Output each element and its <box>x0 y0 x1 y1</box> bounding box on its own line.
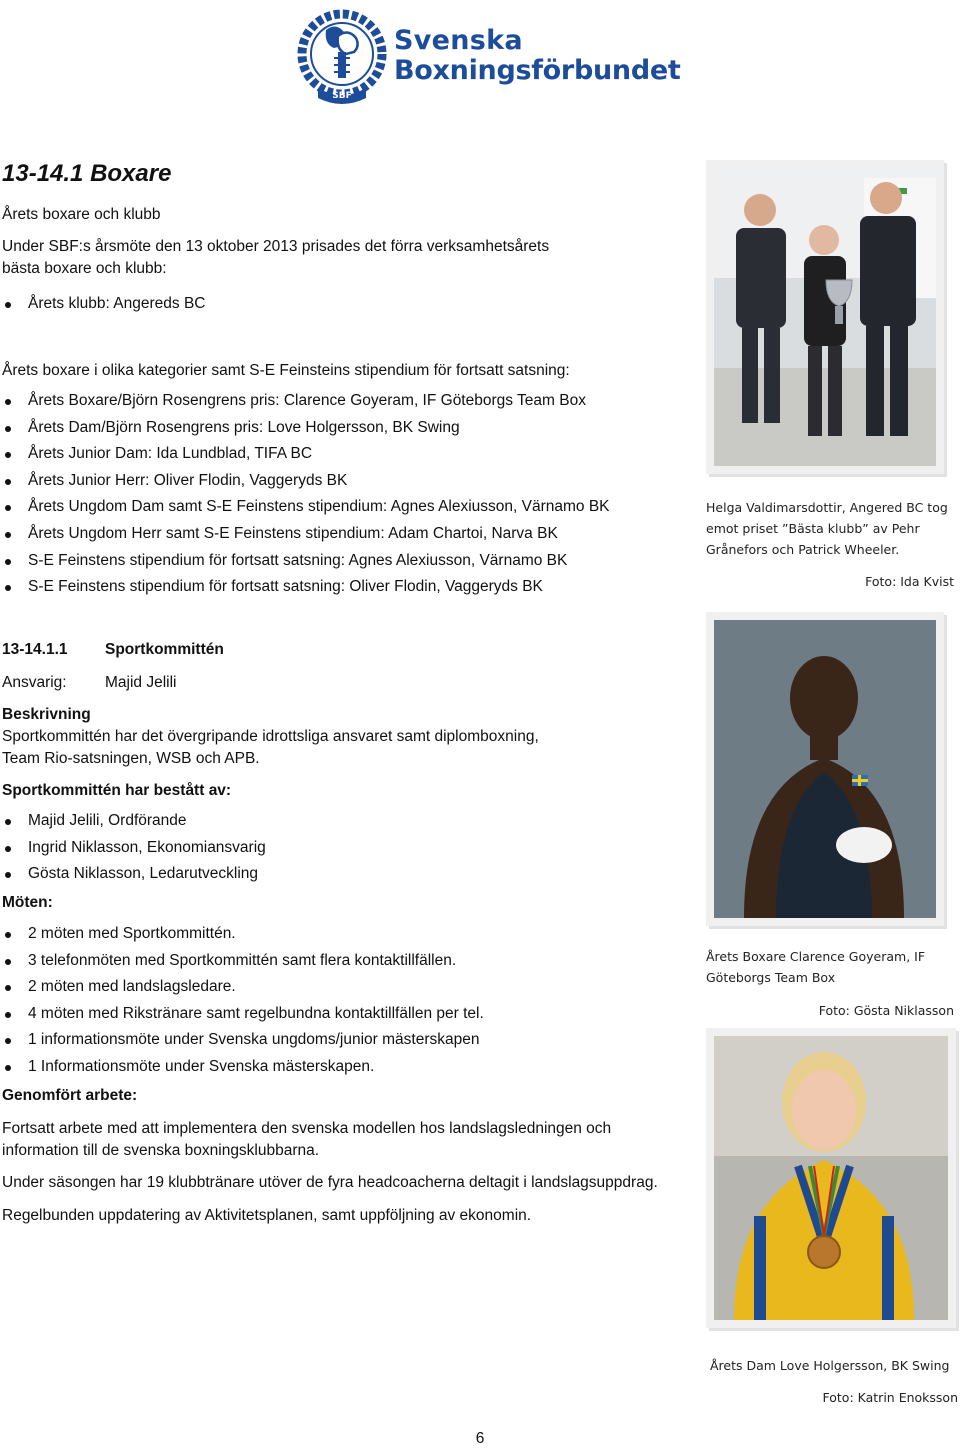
bullet-icon <box>5 585 11 591</box>
photo-credit-1: Foto: Ida Kvist <box>865 574 954 589</box>
list-item <box>2 415 682 442</box>
list-item-text: Årets Boxare/Björn Rosengrens pris: Clarence Goyeram, IF Göteborgs Team Box <box>28 392 586 409</box>
list-item <box>2 948 682 975</box>
federation-name-line1: Svenska <box>394 25 523 56</box>
boxer-portrait-photo <box>714 620 936 918</box>
responsible-label: Ansvarig: <box>2 674 67 691</box>
bullet-icon <box>5 532 11 538</box>
list-item-text: Årets klubb: Angereds BC <box>28 295 206 312</box>
list-item-text: 3 telefonmöten med Sportkommittén samt flera kontaktillfällen. <box>28 951 457 969</box>
bullet-icon <box>5 426 11 432</box>
list-item-text: Årets Dam/Björn Rosengrens pris: Love Holgersson, BK Swing <box>28 418 460 436</box>
description-line-2: Team Rio-satsningen, WSB och APB. <box>2 750 260 767</box>
categories-intro: Årets boxare i olika kategorier samt S-E Feinsteins stipendium för fortsatt satsning: <box>2 362 570 379</box>
list-item-text: Årets Junior Dam: Ida Lundblad, TIFA BC <box>28 445 313 463</box>
bullet-icon <box>5 559 11 565</box>
bullet-icon <box>5 985 11 991</box>
list-item <box>2 861 602 888</box>
bullet-icon <box>5 302 11 308</box>
club-list <box>2 291 642 318</box>
work-paragraph-1 <box>2 1118 611 1162</box>
work-paragraph-3: Regelbunden uppdatering av Aktivitetsplanen, samt uppföljning av ekonomin. <box>2 1207 532 1224</box>
caption-line: emot priset ”Bästa klubb” av Pehr <box>706 521 920 536</box>
list-item-text: 1 informationsmöte under Svenska ungdoms/junior mästerskapen <box>28 1031 480 1049</box>
meetings-list <box>2 921 682 1081</box>
list-item <box>2 494 682 521</box>
list-item <box>2 1027 682 1054</box>
page-number: 6 <box>475 1430 485 1447</box>
bullet-icon <box>5 1012 11 1018</box>
section-subtitle: Årets boxare och klubb <box>2 206 161 223</box>
list-item <box>2 808 602 835</box>
list-item <box>2 548 682 575</box>
work-paragraph-1-line-1: Fortsatt arbete med att implementera den svenska modellen hos landslagsledningen och <box>2 1120 612 1137</box>
boxing-emblem-icon <box>296 8 388 108</box>
list-item-text: S-E Feinstens stipendium för fortsatt satsning: Oliver Flodin, Vaggeryds BK <box>28 578 543 596</box>
caption-line: Årets Boxare Clarence Goyeram, IF <box>706 949 926 964</box>
bullet-icon <box>5 1065 11 1071</box>
female-boxer-portrait-photo <box>714 1036 948 1320</box>
bullet-icon <box>5 452 11 458</box>
meetings-heading: Möten: <box>2 894 53 911</box>
list-item <box>2 468 682 495</box>
photo-caption-1 <box>706 497 948 560</box>
caption-line: Göteborgs Team Box <box>706 970 836 985</box>
federation-name <box>394 26 680 86</box>
bullet-icon <box>5 819 11 825</box>
photo-credit-3: Foto: Katrin Enoksson <box>822 1390 958 1405</box>
bullet-icon <box>5 872 11 878</box>
federation-name-line2: Boxningsförbundet <box>394 55 681 86</box>
award-list <box>2 388 682 601</box>
list-item-text: S-E Feinstens stipendium för fortsatt satsning: Agnes Alexiusson, Värnamo BK <box>28 551 568 569</box>
list-item <box>2 574 682 601</box>
list-item-text: Gösta Niklasson, Ledarutveckling <box>28 865 259 883</box>
list-item <box>2 388 682 415</box>
intro-paragraph <box>2 236 549 280</box>
list-item <box>2 291 642 318</box>
intro-line-1: Under SBF:s årsmöte den 13 oktober 2013 prisades det förra verksamhetsårets <box>2 238 550 255</box>
photo-credit-2: Foto: Gösta Niklasson <box>818 1003 954 1018</box>
list-item <box>2 1054 682 1081</box>
list-item-text: Årets Ungdom Dam samt S-E Feinstens stipendium: Agnes Alexiusson, Värnamo BK <box>28 498 610 516</box>
section-title: 13-14.1 Boxare <box>2 160 172 187</box>
photo-caption-2 <box>706 946 925 988</box>
caption-line: Årets Dam Love Holgersson, BK Swing <box>710 1358 950 1373</box>
bullet-icon <box>5 479 11 485</box>
work-paragraph-1-line-2: information till de svenska boxningsklubbarna. <box>2 1142 320 1159</box>
subsection-title: Sportkommittén <box>105 641 224 658</box>
members-list <box>2 808 602 888</box>
list-item-text: Ingrid Niklasson, Ekonomiansvarig <box>28 838 266 856</box>
photo-boxer-of-year <box>706 612 944 926</box>
intro-line-2: bästa boxare och klubb: <box>2 260 167 277</box>
members-heading: Sportkommittén har bestått av: <box>2 782 232 799</box>
list-item-text: 4 möten med Rikstränare samt regelbundna kontaktillfällen per tel. <box>28 1004 484 1022</box>
photo-caption-3 <box>710 1355 949 1376</box>
description-paragraph <box>2 726 539 770</box>
bullet-icon <box>5 932 11 938</box>
description-heading: Beskrivning <box>2 706 91 723</box>
list-item <box>2 921 682 948</box>
bullet-icon <box>5 1038 11 1044</box>
list-item <box>2 974 682 1001</box>
list-item <box>2 835 602 862</box>
bullet-icon <box>5 505 11 511</box>
work-paragraph-2: Under säsongen har 19 klubbtränare utöver de fyra headcoacherna deltagit i landslagsuppdrag. <box>2 1174 658 1191</box>
bullet-icon <box>5 846 11 852</box>
list-item <box>2 521 682 548</box>
photo-female-boxer <box>706 1028 956 1328</box>
photo-club-award <box>706 160 944 474</box>
emblem-initials: SBF <box>332 91 352 101</box>
list-item-text: 2 möten med landslagsledare. <box>28 978 236 996</box>
list-item <box>2 1001 682 1028</box>
work-heading: Genomfört arbete: <box>2 1087 138 1104</box>
list-item-text: 1 Informationsmöte under Svenska mästerskapen. <box>28 1057 375 1075</box>
list-item-text: Årets Ungdom Herr samt S-E Feinstens stipendium: Adam Chartoi, Narva BK <box>28 524 558 542</box>
caption-line: Helga Valdimarsdottir, Angered BC tog <box>706 500 948 515</box>
list-item-text: Majid Jelili, Ordförande <box>28 812 187 829</box>
responsible-name: Majid Jelili <box>105 674 177 691</box>
list-item-text: Årets Junior Herr: Oliver Flodin, Vaggeryds BK <box>28 471 348 489</box>
caption-line: Grånefors och Patrick Wheeler. <box>706 542 900 557</box>
award-ceremony-photo <box>714 168 936 466</box>
subsection-number: 13-14.1.1 <box>2 641 68 658</box>
bullet-icon <box>5 399 11 405</box>
list-item <box>2 441 682 468</box>
list-item-text: 2 möten med Sportkommittén. <box>28 925 236 942</box>
bullet-icon <box>5 959 11 965</box>
description-line-1: Sportkommittén har det övergripande idrottsliga ansvaret samt diplomboxning, <box>2 728 539 745</box>
